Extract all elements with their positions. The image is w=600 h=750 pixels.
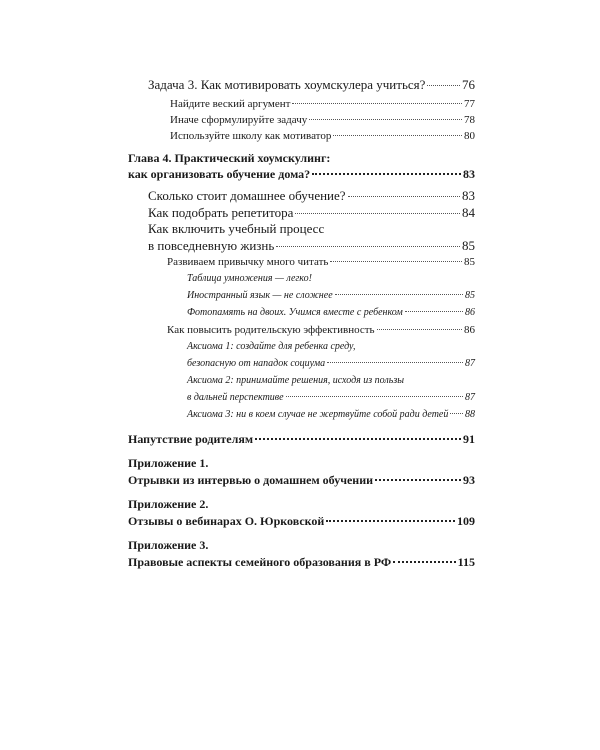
leader-dots [312, 173, 461, 175]
toc-page-number: 78 [464, 114, 475, 126]
toc-page-number: 84 [462, 205, 475, 220]
toc-entry-title: Аксиома 3: ни в коем случае не жертвуйте собой ради детей [187, 409, 449, 420]
leader-dots [255, 438, 461, 440]
toc-page-number: 85 [465, 290, 475, 301]
toc-entry-axiom1[interactable] [187, 359, 475, 369]
toc-page-number: 87 [465, 392, 475, 403]
leader-dots [327, 362, 463, 363]
leader-dots [393, 561, 456, 563]
toc-entry-title: Сколько стоит домашнее обучение? [148, 188, 346, 203]
toc-entry-foreign-language[interactable] [187, 291, 475, 301]
toc-page-number: 76 [462, 77, 475, 92]
toc-entry-cost[interactable] [148, 189, 475, 202]
leader-dots [276, 246, 460, 247]
toc-entry-axiom2[interactable] [187, 393, 475, 403]
toc-page-number: 86 [464, 324, 475, 336]
leader-dots [405, 311, 463, 312]
toc-page-number: 85 [464, 256, 475, 268]
toc-page-number: 85 [462, 238, 475, 253]
toc-entry-title: Найдите веский аргумент [170, 98, 291, 110]
toc-entry-title: Как подобрать репетитора [148, 205, 294, 220]
toc-entry-efficiency[interactable] [167, 325, 475, 336]
toc-entry-title: Отзывы о вебинарах О. Юрковской [128, 514, 325, 528]
toc-entry-app2[interactable] [128, 515, 475, 527]
toc-page-number: 83 [462, 188, 475, 203]
toc-page-number: 88 [465, 409, 475, 420]
toc-entry-title: как организовать обучение дома? [128, 167, 311, 181]
toc-entry-farewell[interactable] [128, 433, 475, 445]
toc-entry-title: Задача 3. Как мотивировать хоумскулера учиться? [148, 77, 426, 92]
leader-dots [335, 294, 463, 295]
toc-entry-title: Фотопамять на двоих. Учимся вместе с ребенком [187, 307, 403, 318]
toc-entry-chapter4[interactable] [128, 168, 475, 180]
leader-dots [348, 196, 460, 197]
toc-entry-title: Иностранный язык — не сложнее [187, 290, 333, 301]
toc-app3-line1[interactable]: Приложение 3. [128, 538, 209, 552]
toc-entry-argument[interactable] [170, 99, 475, 110]
toc-entry-title: Как повысить родительскую эффективность [167, 324, 375, 336]
toc-entry-reading[interactable] [167, 257, 475, 268]
toc-entry-title: Развиваем привычку много читать [167, 256, 329, 268]
toc-page-number: 87 [465, 358, 475, 369]
toc-entry-title: Иначе сформулируйте задачу [170, 114, 308, 126]
toc-entry-title: Используйте школу как мотиватор [170, 130, 332, 142]
toc-entry-app3[interactable] [128, 556, 475, 568]
toc-page-number: 115 [457, 555, 475, 569]
leader-dots [330, 261, 462, 262]
toc-entry-process[interactable] [148, 239, 475, 252]
toc-entry-school-motivator[interactable] [170, 131, 475, 142]
toc-page-number: 77 [464, 98, 475, 110]
toc-entry-multiplication[interactable] [187, 274, 475, 284]
toc-entry-task3[interactable] [148, 78, 475, 91]
toc-page-number: 109 [457, 514, 475, 528]
leader-dots [333, 135, 462, 136]
toc-process-line1[interactable]: Как включить учебный процесс [148, 221, 325, 236]
toc-entry-title: Напутствие родителям [128, 432, 254, 446]
toc-entry-title: Отрывки из интервью о домашнем обучении [128, 473, 374, 487]
toc-chapter4-line1[interactable]: Глава 4. Практический хоумскулинг: [128, 151, 331, 165]
toc-entry-title: Таблица умножения — легко! [187, 273, 312, 284]
toc-entry-photomemory[interactable] [187, 308, 475, 318]
toc-page-number: 91 [463, 432, 475, 446]
toc-page-number: 93 [463, 473, 475, 487]
toc-entry-title: безопасную от нападок социума [187, 358, 326, 369]
leader-dots [377, 329, 462, 330]
toc-entry-axiom3[interactable] [187, 410, 475, 420]
toc-page-number: 80 [464, 130, 475, 142]
leader-dots [326, 520, 455, 522]
toc-entry-reformulate[interactable] [170, 115, 475, 126]
toc-axiom2-line1[interactable]: Аксиома 2: принимайте решения, исходя из пользы [187, 375, 405, 386]
leader-dots [292, 103, 462, 104]
leader-dots [286, 396, 463, 397]
toc-page-number: 86 [465, 307, 475, 318]
toc-entry-title: в повседневную жизнь [148, 238, 275, 253]
toc-entry-tutor[interactable] [148, 206, 475, 219]
leader-dots [295, 213, 460, 214]
leader-dots [427, 85, 460, 86]
leader-dots [375, 479, 461, 481]
toc-app2-line1[interactable]: Приложение 2. [128, 497, 209, 511]
leader-dots [309, 119, 462, 120]
toc-app1-line1[interactable]: Приложение 1. [128, 456, 209, 470]
toc-entry-title: в дальней перспективе [187, 392, 284, 403]
toc-entry-title: Правовые аспекты семейного образования в РФ [128, 555, 392, 569]
toc-entry-app1[interactable] [128, 474, 475, 486]
toc-page-number: 83 [463, 167, 475, 181]
leader-dots [450, 413, 463, 414]
toc-axiom1-line1[interactable]: Аксиома 1: создайте для ребенка среду, [187, 341, 356, 352]
